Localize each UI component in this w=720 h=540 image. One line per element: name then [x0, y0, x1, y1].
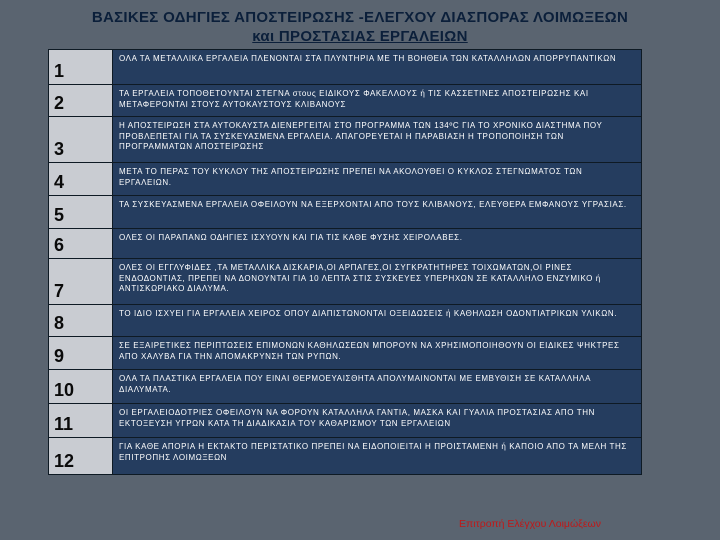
- row-number: 4: [49, 163, 113, 195]
- table-row: [49, 229, 641, 259]
- row-text: ΤΑ ΣΥΣΚΕΥΑΣΜΕΝΑ ΕΡΓΑΛΕΙΑ ΟΦΕΙΛΟΥΝ ΝΑ ΕΞΕΡΧΟΝΤΑΙ ΑΠΟ ΤΟΥΣ ΚΛΙΒΑΝΟΥΣ, ΕΛΕΥΘΕΡΑ ΕΜΦΑΝΟΥΣ ΥΓΡΑΣΙΑΣ.: [113, 196, 641, 228]
- row-number: 3: [49, 117, 113, 162]
- row-number: 10: [49, 370, 113, 403]
- row-text: ΜΕΤΑ ΤΟ ΠΕΡΑΣ ΤΟΥ ΚΥΚΛΟΥ ΤΗΣ ΑΠΟΣΤΕΙΡΩΣΗΣ ΠΡΕΠΕΙ ΝΑ ΑΚΟΛΟΥΘΕΙ Ο ΚΥΚΛΟΣ ΣΤΕΓΝΩΜΑΤΟΣ ΤΩΝ ΕΡΓΑΛΕΙΩΝ.: [113, 163, 641, 195]
- page-title: [40, 8, 680, 46]
- row-text: ΣΕ ΕΞΑΙΡΕΤΙΚΕΣ ΠΕΡΙΠΤΩΣΕΙΣ ΕΠΙΜΟΝΩΝ ΚΑΘΗΛΩΣΕΩΝ ΜΠΟΡΟΥΝ ΝΑ ΧΡΗΣΙΜΟΠΟΙΗΘΟΥΝ ΟΙ ΕΙΔΙΚΕΣ ΨΗΚΤΡΕΣ ΑΠΟ ΧΑΛΥΒΑ ΓΙΑ ΤΗΝ ΑΠΟΜΑΚΡΥΝΣΗ ΤΩΝ ΡΥΠΩΝ.: [113, 337, 641, 369]
- row-number: 11: [49, 404, 113, 437]
- row-number: 9: [49, 337, 113, 369]
- table-row: [49, 117, 641, 163]
- table-row: [49, 370, 641, 404]
- title-line-1: ΒΑΣΙΚΕΣ ΟΔΗΓΙΕΣ ΑΠΟΣΤΕΙΡΩΣΗΣ -ΕΛΕΓΧΟΥ ΔΙΑΣΠΟΡΑΣ ΛΟΙΜΩΞΕΩΝ: [91, 9, 629, 26]
- row-text: ΟΛΕΣ ΟΙ ΕΓΓΛΥΦΙΔΕΣ ,ΤΑ ΜΕΤΑΛΛΙΚΑ ΔΙΣΚΑΡΙΑ,ΟΙ ΑΡΠΑΓΕΣ,ΟΙ ΣΥΓΚΡΑΤΗΤΗΡΕΣ ΤΟΙΧΩΜΑΤΩΝ,ΟΙ ΡΙΝΕΣ ΕΝΔΟΔΟΝΤΙΑΣ, ΠΡΕΠΕΙ ΝΑ ΔΟΝΟΥΝΤΑΙ ΓΙΑ 10 ΛΕΠΤΑ ΣΤΙΣ ΣΥΣΚΕΥΕΣ ΥΠΕΡΗΧΩΝ ΣΕ ΚΑΤΑΛΛΗΛΟ ΕΝΖΥΜΙΚΟ ή ΑΝΤΙΣΚΩΡΙΑΚΟ ΔΙΑΛΥΜΑ.: [113, 259, 641, 304]
- row-text: ΤΑ ΕΡΓΑΛΕΙΑ ΤΟΠΟΘΕΤΟΥΝΤΑΙ ΣΤΕΓΝΑ στους ΕΙΔΙΚΟΥΣ ΦΑΚΕΛΛΟΥΣ ή ΤΙΣ ΚΑΣΣΕΤΙΝΕΣ ΑΠΟΣΤΕΙΡΩΣΗΣ ΚΑΙ ΜΕΤΑΦΕΡΟΝΤΑΙ ΣΤΟΥΣ ΑΥΤΟΚΑΥΣΤΟΥΣ ΚΛΙΒΑΝΟΥΣ: [113, 85, 641, 116]
- row-text: Η ΑΠΟΣΤΕΙΡΩΣΗ ΣΤΑ ΑΥΤΟΚΑΥΣΤΑ ΔΙΕΝΕΡΓΕΙΤΑΙ ΣΤΟ ΠΡΟΓΡΑΜΜΑ ΤΩΝ 134ºC ΓΙΑ ΤΟ ΧΡΟΝΙΚΟ ΔΙΑΣΤΗΜΑ ΠΟΥ ΠΡΟΒΛΕΠΕΤΑΙ ΓΙΑ ΤΑ ΣΥΣΚΕΥΑΣΜΕΝΑ ΕΡΓΑΛΕΙΑ. ΑΠΑΓΟΡΕΥΕΤΑΙ Η ΠΑΡΑΒΙΑΣΗ Η ΤΡΟΠΟΠΟΙΗΣΗ ΤΩΝ ΠΡΟΓΡΑΜΜΑΤΩΝ ΑΠΟΣΤΕΙΡΩΣΗΣ: [113, 117, 641, 162]
- row-text: ΤΟ ΙΔΙΟ ΙΣΧΥΕΙ ΓΙΑ ΕΡΓΑΛΕΙΑ ΧΕΙΡΟΣ ΟΠΟΥ ΔΙΑΠΙΣΤΩΝΟΝΤΑΙ ΟΞΕΙΔΩΣΕΙΣ ή ΚΑΘΗΛΩΣΗ ΟΔΟΝΤΙΑΤΡΙΚΩΝ ΥΛΙΚΩΝ.: [113, 305, 641, 336]
- row-text: ΟΛΑ ΤΑ ΠΛΑΣΤΙΚΑ ΕΡΓΑΛΕΙΑ ΠΟΥ ΕΙΝΑΙ ΘΕΡΜΟΕΥΑΙΣΘΗΤΑ ΑΠΟΛΥΜΑΙΝΟΝΤΑΙ ΜΕ ΕΜΒΥΘΙΣΗ ΣΕ ΚΑΤΑΛΛΗΛΑ ΔΙΑΛΥΜΑΤΑ.: [113, 370, 641, 403]
- footer-committee: Επιτροπή Ελέγχου Λοιμώξεων: [459, 518, 601, 530]
- row-text: ΟΙ ΕΡΓΑΛΕΙΟΔΟΤΡΙΕΣ ΟΦΕΙΛΟΥΝ ΝΑ ΦΟΡΟΥΝ ΚΑΤΑΛΛΗΛΑ ΓΑΝΤΙΑ, ΜΑΣΚΑ ΚΑΙ ΓΥΑΛΙΑ ΠΡΟΣΤΑΣΙΑΣ ΑΠΟ ΤΗΝ ΕΚΤΟΞΕΥΣΗ ΥΓΡΩΝ ΚΑΤΑ ΤΗ ΔΙΑΔΙΚΑΣΙΑ ΤΟΥ ΚΑΘΑΡΙΣΜΟΥ ΤΩΝ ΕΡΓΑΛΕΙΩΝ: [113, 404, 641, 437]
- table-row: [49, 163, 641, 196]
- row-text: ΟΛΕΣ ΟΙ ΠΑΡΑΠΑΝΩ ΟΔΗΓΙΕΣ ΙΣΧΥΟΥΝ ΚΑΙ ΓΙΑ ΤΙΣ ΚΑΘΕ ΦΥΣΗΣ ΧΕΙΡΟΛΑΒΕΣ.: [113, 229, 641, 258]
- guidelines-table: [48, 49, 642, 475]
- row-number: 7: [49, 259, 113, 304]
- row-number: 2: [49, 85, 113, 116]
- table-row: [49, 305, 641, 337]
- title-line-2: και ΠΡΟΣΤΑΣΙΑΣ ΕΡΓΑΛΕΙΩΝ: [252, 28, 468, 45]
- table-row: [49, 337, 641, 370]
- row-text: ΓΙΑ ΚΑΘΕ ΑΠΟΡΙΑ Η ΕΚΤΑΚΤΟ ΠΕΡΙΣΤΑΤΙΚΟ ΠΡΕΠΕΙ ΝΑ ΕΙΔΟΠΟΙΕΙΤΑΙ Η ΠΡΟΙΣΤΑΜΕΝΗ ή ΚΑΠΟΙΟ ΑΠΟ ΤΑ ΜΕΛΗ ΤΗΣ ΕΠΙΤΡΟΠΗΣ ΛΟΙΜΩΞΕΩΝ: [113, 438, 641, 474]
- table-row: [49, 85, 641, 117]
- row-number: 1: [49, 50, 113, 84]
- row-number: 6: [49, 229, 113, 258]
- row-number: 8: [49, 305, 113, 336]
- row-text: ΟΛΑ ΤΑ ΜΕΤΑΛΛΙΚΑ ΕΡΓΑΛΕΙΑ ΠΛΕΝΟΝΤΑΙ ΣΤΑ ΠΛΥΝΤΗΡΙΑ ΜΕ ΤΗ ΒΟΗΘΕΙΑ ΤΩΝ ΚΑΤΑΛΛΗΛΩΝ ΑΠΟΡΡΥΠΑΝΤΙΚΩΝ: [113, 50, 641, 84]
- table-row: [49, 438, 641, 474]
- table-row: [49, 196, 641, 229]
- table-row: [49, 259, 641, 305]
- row-number: 12: [49, 438, 113, 474]
- table-row: [49, 50, 641, 85]
- row-number: 5: [49, 196, 113, 228]
- table-row: [49, 404, 641, 438]
